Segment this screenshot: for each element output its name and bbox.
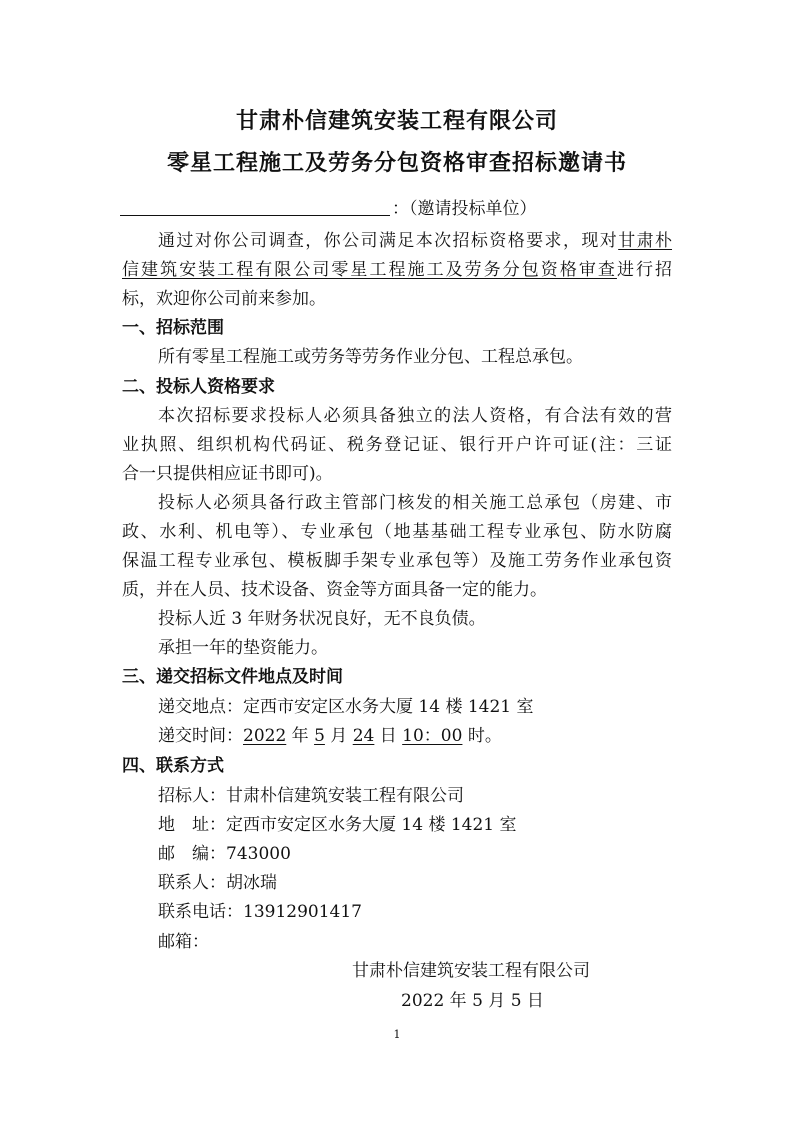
recipient-blank-line bbox=[120, 215, 390, 216]
section-2-p2-line-3: 保温工程专业承包、模板脚手架专业承包等）及施工劳务作业承包资 bbox=[122, 551, 672, 571]
contact-postcode: 邮 编：743000 bbox=[158, 844, 291, 864]
contact-tenderer: 招标人：甘肃朴信建筑安装工程有限公司 bbox=[158, 786, 464, 806]
section-2-p1-line-3: 合一只提供相应证书即可)。 bbox=[122, 464, 333, 484]
recipient-label: ：（邀请投标单位） bbox=[392, 199, 537, 219]
document-title-invitation: 零星工程施工及劳务分包资格审查招标邀请书 bbox=[166, 151, 627, 176]
contact-address: 地 址：定西市安定区水务大厦 14 楼 1421 室 bbox=[158, 815, 517, 835]
contact-email: 邮箱： bbox=[158, 932, 209, 952]
section-2-p3: 投标人近 3 年财务状况良好，无不良负债。 bbox=[158, 609, 486, 629]
intro-line-1: 通过对你公司调查，你公司满足本次招标资格要求，现对甘肃朴 bbox=[158, 231, 673, 251]
section-2-p2-line-4: 质，并在人员、技术设备、资金等方面具备一定的能力。 bbox=[122, 580, 547, 600]
intro-line-2: 信建筑安装工程有限公司零星工程施工及劳务分包资格审查进行招 bbox=[122, 260, 673, 280]
section-2-p2-line-1: 投标人必须具备行政主管部门核发的相关施工总承包（房建、市 bbox=[158, 493, 672, 513]
signature-date: 2022 年 5 月 5 日 bbox=[401, 991, 544, 1011]
section-1-body: 所有零星工程施工或劳务等劳务作业分包、工程总承包。 bbox=[158, 347, 583, 367]
document-title-company: 甘肃朴信建筑安装工程有限公司 bbox=[235, 109, 558, 134]
submission-time: 递交时间：2022 年 5 月 24 日 10：00 时。 bbox=[158, 726, 502, 746]
submission-place: 递交地点：定西市安定区水务大厦 14 楼 1421 室 bbox=[158, 697, 534, 717]
section-4-heading: 四、联系方式 bbox=[122, 756, 224, 776]
contact-phone: 联系电话：13912901417 bbox=[158, 902, 362, 922]
section-3-heading: 三、递交招标文件地点及时间 bbox=[122, 667, 343, 687]
page-number: 1 bbox=[393, 1028, 401, 1041]
section-2-p1-line-2: 业执照、组织机构代码证、税务登记证、银行开户许可证(注：三证 bbox=[122, 435, 672, 455]
section-1-heading: 一、招标范围 bbox=[122, 318, 224, 338]
signature-company: 甘肃朴信建筑安装工程有限公司 bbox=[352, 961, 590, 981]
section-2-p1-line-1: 本次招标要求投标人必须具备独立的法人资格，有合法有效的营 bbox=[158, 406, 672, 426]
section-2-heading: 二、投标人资格要求 bbox=[122, 377, 275, 397]
section-2-p2-line-2: 政、水利、机电等）、专业承包（地基基础工程专业承包、防水防腐 bbox=[122, 522, 672, 542]
section-2-p4: 承担一年的垫资能力。 bbox=[158, 638, 328, 658]
intro-line-3: 标，欢迎你公司前来参加。 bbox=[122, 289, 326, 309]
contact-person: 联系人：胡冰瑞 bbox=[158, 873, 277, 893]
